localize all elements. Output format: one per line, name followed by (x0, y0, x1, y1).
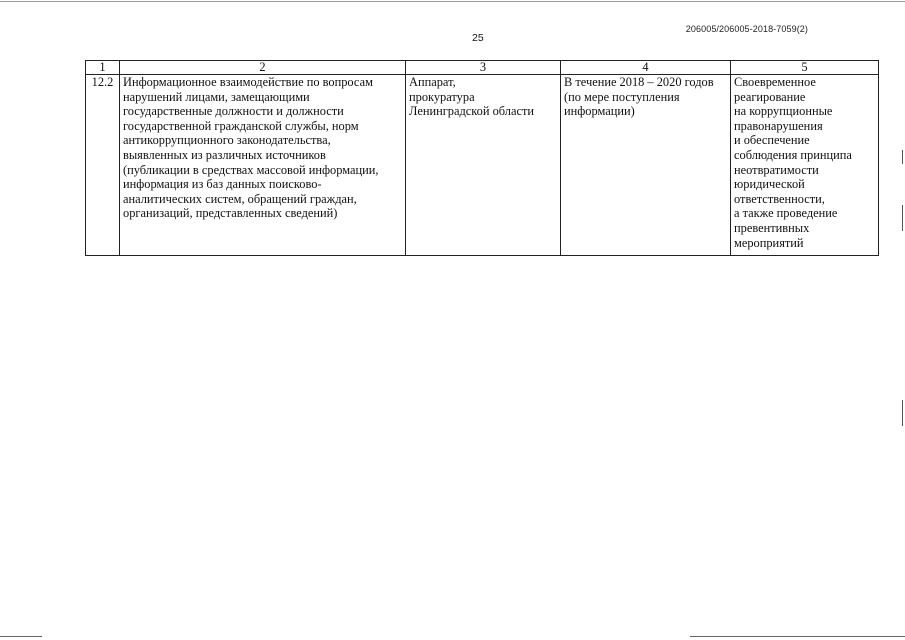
text-line: а также проведение (734, 206, 838, 221)
text-line: аналитических систем, обращений граждан, (123, 191, 357, 206)
text-line: на коррупционные (734, 104, 833, 119)
text-line: правонарушения (734, 118, 823, 133)
text-line: В течение 2018 – 2020 годов (564, 75, 714, 89)
column-number: 3 (406, 61, 561, 75)
text-line: организаций, представленных сведений) (123, 206, 338, 221)
text-line: государственной гражданской службы, норм (123, 118, 359, 133)
text-line: реагирование (734, 89, 806, 104)
table-row (86, 75, 879, 256)
scan-corner-mark (690, 636, 905, 637)
text-line: (публикации в средствах массовой информации, (123, 162, 379, 177)
text-line: антикоррупционного законодательства, (123, 133, 331, 148)
text-line: Своевременное (734, 75, 816, 89)
column-number: 5 (731, 61, 879, 75)
executor-cell (406, 75, 561, 256)
text-line: государственные должности и должности (123, 104, 344, 119)
text-line: мероприятий (734, 235, 804, 250)
measure-description (120, 75, 406, 256)
row-number: 12.2 (86, 75, 120, 256)
text-line: превентивных (734, 220, 810, 235)
column-number: 2 (120, 61, 406, 75)
text-line: прокуратура (409, 89, 475, 104)
deadline-cell (561, 75, 731, 256)
scan-edge-mark (902, 150, 903, 164)
text-line: Информационное взаимодействие по вопросам (123, 75, 373, 89)
text-line: соблюдения принципа (734, 147, 852, 162)
scan-corner-mark (0, 636, 42, 637)
text-line: и обеспечение (734, 133, 810, 148)
scan-top-edge (0, 1, 905, 2)
column-number: 4 (561, 61, 731, 75)
text-line: информации) (564, 104, 635, 119)
column-number: 1 (86, 61, 120, 75)
text-line: (по мере поступления (564, 89, 680, 104)
column-number-row (86, 61, 879, 75)
text-line: выявленных из различных источников (123, 147, 326, 162)
scan-edge-mark (902, 400, 903, 426)
text-line: неотвратимости (734, 162, 819, 177)
measures-table (85, 60, 879, 256)
text-line: Ленинградской области (409, 104, 535, 119)
text-line: нарушений лицами, замещающими (123, 89, 310, 104)
text-line: информация из баз данных поисково- (123, 177, 322, 192)
document-id: 206005/206005-2018-7059(2) (685, 24, 808, 34)
text-line: Аппарат, (409, 75, 456, 89)
scan-edge-mark (902, 205, 903, 231)
text-line: ответственности, (734, 191, 825, 206)
expected-result-cell (731, 75, 879, 256)
text-line: юридической (734, 177, 805, 192)
page-number: 25 (472, 32, 484, 44)
